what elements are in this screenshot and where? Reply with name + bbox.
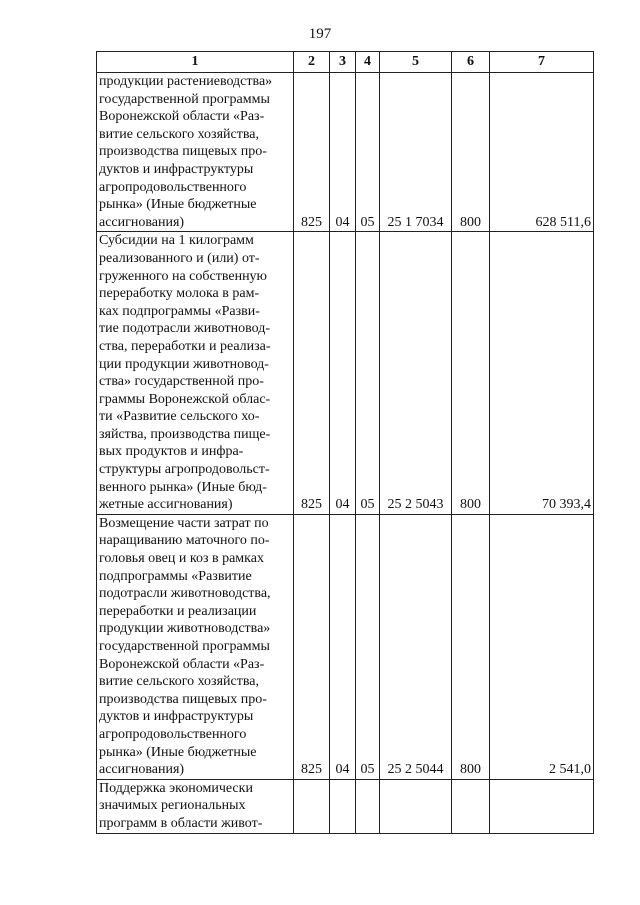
target-article-code: 25 2 5043 bbox=[380, 232, 452, 515]
expense-type-code bbox=[452, 779, 490, 833]
section-code: 04 bbox=[330, 73, 356, 232]
description-line: рынка» (Иные бюджетные bbox=[99, 197, 257, 213]
description-line: переработки и реализации bbox=[99, 603, 257, 619]
description-line: подпрограммы «Развитие bbox=[99, 568, 252, 584]
row-description bbox=[97, 73, 294, 232]
section-code: 04 bbox=[330, 514, 356, 779]
description-line: продукции растениеводства» bbox=[99, 74, 273, 89]
expense-type-code: 800 bbox=[452, 514, 490, 779]
description-line: реализованного и (или) от- bbox=[99, 250, 260, 266]
budget-table bbox=[96, 51, 594, 834]
header-col-1: 1 bbox=[97, 52, 294, 73]
description-line: венного рынка» (Иные бюд- bbox=[99, 479, 267, 495]
description-line: программ в области живот- bbox=[99, 815, 263, 831]
header-col-7: 7 bbox=[490, 52, 594, 73]
header-col-3: 3 bbox=[330, 52, 356, 73]
description-line: продукции животноводства» bbox=[99, 621, 271, 637]
ministry-code: 825 bbox=[294, 73, 330, 232]
description-line: переработку молока в рам- bbox=[99, 286, 260, 302]
header-col-4: 4 bbox=[356, 52, 380, 73]
row-regional-programs bbox=[97, 779, 594, 833]
row-sheep-goat-breeding bbox=[97, 514, 594, 779]
description-line: зяйства, производства пище- bbox=[99, 426, 271, 442]
target-article-code: 25 1 7034 bbox=[380, 73, 452, 232]
ministry-code bbox=[294, 779, 330, 833]
table-header-row bbox=[97, 52, 594, 73]
section-code bbox=[330, 779, 356, 833]
amount-value: 2 541,0 bbox=[490, 514, 594, 779]
description-line: дуктов и инфраструктуры bbox=[99, 709, 254, 725]
description-line: ства, переработки и реализа- bbox=[99, 338, 271, 354]
description-line: Поддержка экономически bbox=[99, 780, 253, 796]
subsection-code: 05 bbox=[356, 232, 380, 515]
description-line: дуктов и инфраструктуры bbox=[99, 161, 254, 177]
page-number: 197 bbox=[308, 26, 332, 42]
description-line: Воронежской области «Раз- bbox=[99, 656, 265, 672]
description-line: головья овец и коз в рамках bbox=[99, 551, 264, 567]
description-line: государственной программы bbox=[99, 639, 270, 654]
description-line: груженного на собственную bbox=[99, 268, 268, 284]
description-line: ассигнования) bbox=[99, 214, 185, 230]
description-line: ства» государственной про- bbox=[99, 374, 264, 390]
header-col-2: 2 bbox=[294, 52, 330, 73]
header-col-6: 6 bbox=[452, 52, 490, 73]
target-article-code bbox=[380, 779, 452, 833]
description-line: производства пищевых про- bbox=[99, 144, 267, 160]
description-line: структуры агропродовольст- bbox=[99, 462, 270, 478]
description-line: наращиванию маточного по- bbox=[99, 533, 270, 549]
ministry-code: 825 bbox=[294, 514, 330, 779]
target-article-code: 25 2 5044 bbox=[380, 514, 452, 779]
description-line: граммы Воронежской облас- bbox=[99, 391, 271, 407]
amount-value bbox=[490, 779, 594, 833]
amount-value: 70 393,4 bbox=[490, 232, 594, 515]
row-description bbox=[97, 232, 294, 515]
subsection-code: 05 bbox=[356, 514, 380, 779]
header-col-5: 5 bbox=[380, 52, 452, 73]
description-line: ти «Развитие сельского хо- bbox=[99, 409, 260, 425]
ministry-code: 825 bbox=[294, 232, 330, 515]
description-line: ассигнования) bbox=[99, 762, 185, 778]
description-line: витие сельского хозяйства, bbox=[99, 674, 259, 690]
row-description bbox=[97, 779, 294, 833]
row-milk-subsidy bbox=[97, 232, 594, 515]
amount-value: 628 511,6 bbox=[490, 73, 594, 232]
section-code: 04 bbox=[330, 232, 356, 515]
description-line: Воронежской области «Раз- bbox=[99, 109, 265, 125]
subsection-code bbox=[356, 779, 380, 833]
description-line: ции продукции животновод- bbox=[99, 356, 269, 372]
description-line: агропродовольственного bbox=[99, 179, 247, 195]
expense-type-code: 800 bbox=[452, 232, 490, 515]
description-line: подотрасли животноводства, bbox=[99, 586, 271, 602]
description-line: Субсидии на 1 килограмм bbox=[99, 233, 254, 249]
row-description bbox=[97, 514, 294, 779]
description-line: рынка» (Иные бюджетные bbox=[99, 744, 257, 760]
description-line: жетные ассигнования) bbox=[99, 497, 233, 513]
description-line: ках подпрограммы «Разви- bbox=[99, 303, 260, 319]
description-line: государственной программы bbox=[99, 91, 270, 107]
description-line: значимых региональных bbox=[99, 798, 246, 814]
description-line: Возмещение части затрат по bbox=[99, 515, 269, 531]
description-line: агропродовольственного bbox=[99, 726, 247, 742]
row-crop-production bbox=[97, 73, 594, 232]
table-body bbox=[97, 73, 594, 834]
subsection-code: 05 bbox=[356, 73, 380, 232]
expense-type-code: 800 bbox=[452, 73, 490, 232]
description-line: вых продуктов и инфра- bbox=[99, 444, 244, 460]
description-line: тие подотрасли животновод- bbox=[99, 321, 271, 337]
description-line: витие сельского хозяйства, bbox=[99, 126, 259, 142]
description-line: производства пищевых про- bbox=[99, 691, 267, 707]
